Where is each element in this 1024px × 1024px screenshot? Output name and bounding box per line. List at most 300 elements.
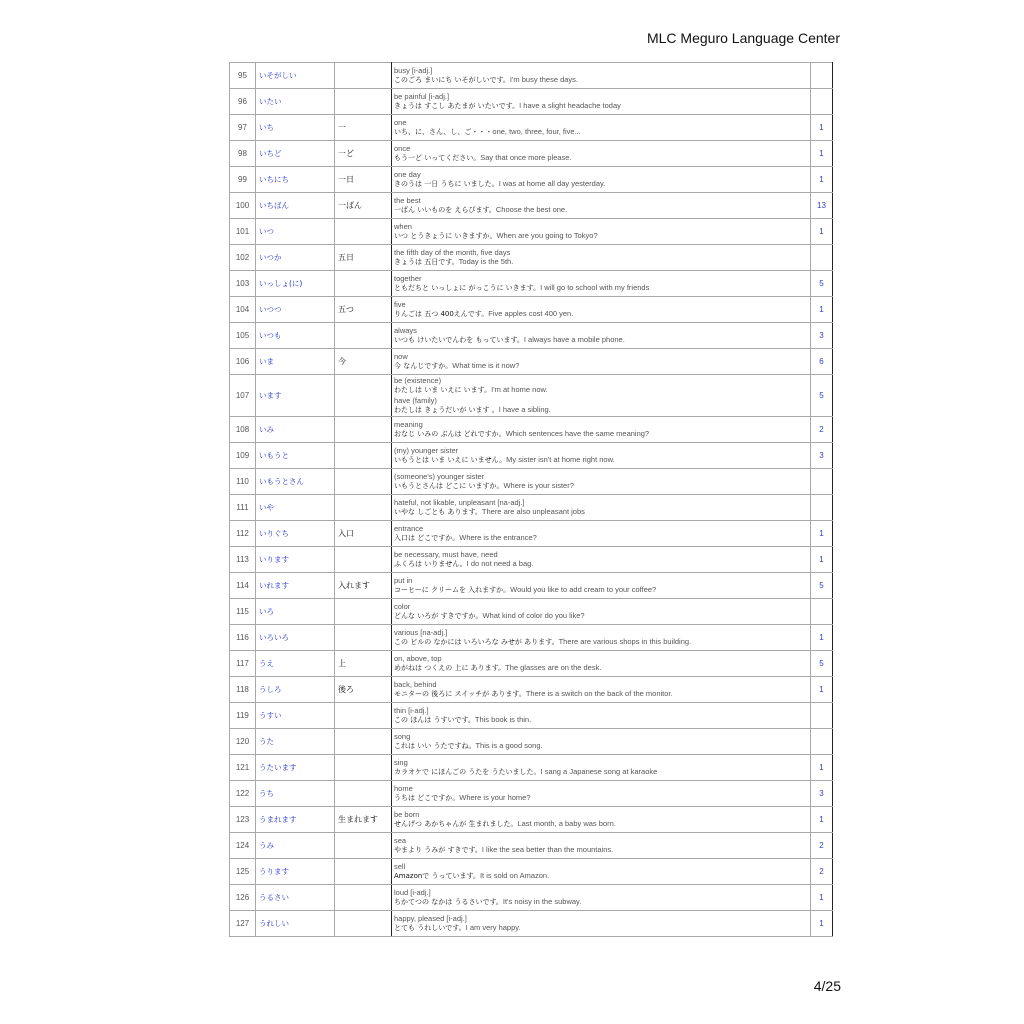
meaning-english: five bbox=[394, 299, 406, 309]
entry-meaning-example bbox=[392, 625, 811, 651]
entry-kanji: 上 bbox=[335, 651, 392, 677]
table-row bbox=[230, 375, 833, 417]
table-row bbox=[230, 625, 833, 651]
table-row bbox=[230, 63, 833, 89]
entry-kana: うります bbox=[256, 859, 335, 885]
entry-number: 124 bbox=[230, 833, 256, 859]
entry-number: 113 bbox=[230, 547, 256, 573]
entry-number: 96 bbox=[230, 89, 256, 115]
example-sentence bbox=[394, 767, 810, 778]
entry-meaning-example bbox=[392, 323, 811, 349]
entry-kanji: 五つ bbox=[335, 297, 392, 323]
entry-number: 100 bbox=[230, 193, 256, 219]
entry-kana: いろいろ bbox=[256, 625, 335, 651]
entry-number: 109 bbox=[230, 443, 256, 469]
table-row bbox=[230, 167, 833, 193]
meaning-text bbox=[394, 680, 810, 690]
entry-number: 105 bbox=[230, 323, 256, 349]
example-sentence bbox=[394, 637, 810, 648]
entry-kana: いたい bbox=[256, 89, 335, 115]
meaning-text bbox=[394, 602, 810, 612]
entry-count: 1 bbox=[811, 167, 833, 193]
table-row bbox=[230, 297, 833, 323]
meaning-text bbox=[394, 196, 810, 206]
entry-number: 102 bbox=[230, 245, 256, 271]
meaning-text bbox=[394, 784, 810, 794]
example-sentence bbox=[394, 429, 810, 440]
example-english: There are various shops in this building. bbox=[558, 637, 692, 646]
example-english: I have a sibling. bbox=[498, 405, 551, 414]
table-row bbox=[230, 141, 833, 167]
entry-meaning-example bbox=[392, 375, 811, 417]
entry-count: 1 bbox=[811, 677, 833, 703]
entry-kanji: 五日 bbox=[335, 245, 392, 271]
entry-kana: うみ bbox=[256, 833, 335, 859]
table-row bbox=[230, 323, 833, 349]
example-japanese: ふくろは いりません。 bbox=[394, 560, 467, 568]
table-row bbox=[230, 911, 833, 937]
entry-count: 1 bbox=[811, 625, 833, 651]
example-japanese: ともだちと いっしょに がっこうに いきます。 bbox=[394, 284, 541, 292]
example-english: I have a slight headache today bbox=[519, 101, 621, 110]
meaning-english: be born bbox=[394, 809, 420, 819]
entry-count: 1 bbox=[811, 885, 833, 911]
entry-kana: うしろ bbox=[256, 677, 335, 703]
example-japanese: めがねは つくえの 上に あります。 bbox=[394, 664, 506, 672]
entry-count: 1 bbox=[811, 521, 833, 547]
example-sentence bbox=[394, 585, 810, 596]
example-sentence bbox=[394, 897, 810, 908]
entry-count: 1 bbox=[811, 755, 833, 781]
entry-meaning-example bbox=[392, 651, 811, 677]
example-sentence bbox=[394, 455, 810, 466]
table-row bbox=[230, 599, 833, 625]
entry-kanji bbox=[335, 547, 392, 573]
entry-meaning-example bbox=[392, 443, 811, 469]
entry-kanji bbox=[335, 417, 392, 443]
entry-number: 108 bbox=[230, 417, 256, 443]
example-english: Choose the best one. bbox=[495, 205, 568, 214]
entry-kana: います bbox=[256, 375, 335, 417]
entry-kana: いもうとさん bbox=[256, 469, 335, 495]
entry-kana: うえ bbox=[256, 651, 335, 677]
table-row bbox=[230, 89, 833, 115]
entry-kana: いちど bbox=[256, 141, 335, 167]
entry-number: 119 bbox=[230, 703, 256, 729]
entry-count bbox=[811, 245, 833, 271]
entry-kana: いっしょ(に) bbox=[256, 271, 335, 297]
entry-meaning-example bbox=[392, 547, 811, 573]
entry-kana: いつも bbox=[256, 323, 335, 349]
entry-meaning-example bbox=[392, 417, 811, 443]
example-japanese: この ビルの なかには いろいろな みせが あります。 bbox=[394, 638, 559, 646]
entry-kanji bbox=[335, 89, 392, 115]
example-english: It's noisy in the subway. bbox=[502, 897, 582, 906]
meaning-text bbox=[394, 498, 810, 508]
meaning-english: be (existence) bbox=[394, 375, 442, 385]
meaning-text bbox=[394, 274, 810, 284]
entry-kanji: 入口 bbox=[335, 521, 392, 547]
entry-kanji bbox=[335, 625, 392, 651]
entry-number: 127 bbox=[230, 911, 256, 937]
entry-kana: いそがしい bbox=[256, 63, 335, 89]
meaning-english: (someone's) younger sister bbox=[394, 471, 485, 481]
entry-kanji: 一ばん bbox=[335, 193, 392, 219]
example-english: Today is the 5th. bbox=[458, 257, 514, 266]
entry-kana: うたいます bbox=[256, 755, 335, 781]
entry-kanji bbox=[335, 469, 392, 495]
entry-meaning-example bbox=[392, 297, 811, 323]
meaning-text bbox=[394, 222, 810, 232]
entry-kanji bbox=[335, 781, 392, 807]
example-english: Would you like to add cream to your coffee? bbox=[510, 585, 657, 594]
example-english: My sister isn't at home right now. bbox=[506, 455, 615, 464]
meaning-text bbox=[394, 170, 810, 180]
example-english: Last month, a baby was born. bbox=[517, 819, 616, 828]
entry-kana: いや bbox=[256, 495, 335, 521]
entry-kanji bbox=[335, 323, 392, 349]
meaning-text bbox=[394, 836, 810, 846]
entry-number: 99 bbox=[230, 167, 256, 193]
example-english: What time is it now? bbox=[452, 361, 520, 370]
entry-kanji bbox=[335, 755, 392, 781]
example-sentence bbox=[394, 153, 810, 164]
entry-count: 13 bbox=[811, 193, 833, 219]
entry-kanji bbox=[335, 859, 392, 885]
meaning-text bbox=[394, 862, 810, 872]
meaning-text bbox=[394, 420, 810, 430]
entry-count bbox=[811, 729, 833, 755]
entry-meaning-example bbox=[392, 115, 811, 141]
table-row bbox=[230, 349, 833, 375]
meaning-english: always bbox=[394, 325, 417, 335]
entry-meaning-example bbox=[392, 89, 811, 115]
entry-kanji: 今 bbox=[335, 349, 392, 375]
meaning-text bbox=[394, 810, 810, 820]
meaning-text bbox=[394, 576, 810, 586]
entry-count: 3 bbox=[811, 781, 833, 807]
entry-number: 104 bbox=[230, 297, 256, 323]
example-english: This is a good song. bbox=[475, 741, 543, 750]
example-sentence bbox=[394, 405, 810, 416]
meaning-text bbox=[394, 144, 810, 154]
meaning-english: meaning bbox=[394, 419, 423, 429]
entry-number: 106 bbox=[230, 349, 256, 375]
example-sentence bbox=[394, 559, 810, 570]
meaning-english: the best bbox=[394, 195, 421, 205]
example-japanese: モニターの 後ろに スイッチが あります。 bbox=[394, 690, 526, 698]
meaning-english: be painful [i-adj.] bbox=[394, 91, 450, 101]
meaning-english: one bbox=[394, 117, 407, 127]
table-row bbox=[230, 833, 833, 859]
meaning-text bbox=[394, 326, 810, 336]
entry-number: 95 bbox=[230, 63, 256, 89]
example-japanese: わたしは きょうだいが います 。 bbox=[394, 406, 499, 414]
table-row bbox=[230, 729, 833, 755]
entry-number: 120 bbox=[230, 729, 256, 755]
entry-meaning-example bbox=[392, 63, 811, 89]
meaning-english: happy, pleased [i-adj.] bbox=[394, 913, 467, 923]
meaning-english: have (family) bbox=[394, 395, 437, 405]
entry-count bbox=[811, 63, 833, 89]
example-japanese: うちは どこですか。 bbox=[394, 794, 460, 802]
example-japanese: わたしは いま いえに います。 bbox=[394, 386, 492, 394]
meaning-text bbox=[394, 66, 810, 76]
entry-number: 125 bbox=[230, 859, 256, 885]
example-english: I'm busy these days. bbox=[509, 75, 579, 84]
example-english: I was at home all day yesterday. bbox=[498, 179, 606, 188]
example-sentence bbox=[394, 101, 810, 112]
example-english: It is sold on Amazon. bbox=[479, 871, 550, 880]
entry-number: 101 bbox=[230, 219, 256, 245]
entry-kanji bbox=[335, 219, 392, 245]
example-english: I do not need a bag. bbox=[466, 559, 534, 568]
entry-meaning-example bbox=[392, 599, 811, 625]
table-row bbox=[230, 219, 833, 245]
meaning-english: home bbox=[394, 783, 413, 793]
table-row bbox=[230, 807, 833, 833]
example-sentence bbox=[394, 205, 810, 216]
entry-kana: いれます bbox=[256, 573, 335, 599]
example-english: Where is your home? bbox=[459, 793, 531, 802]
entry-number: 98 bbox=[230, 141, 256, 167]
meaning-english: one day bbox=[394, 169, 421, 179]
entry-kanji bbox=[335, 63, 392, 89]
entry-count: 5 bbox=[811, 375, 833, 417]
entry-meaning-example bbox=[392, 885, 811, 911]
example-english: Say that once more please. bbox=[480, 153, 572, 162]
entry-count: 1 bbox=[811, 297, 833, 323]
entry-kanji bbox=[335, 833, 392, 859]
meaning-text bbox=[394, 472, 810, 482]
example-english: I like the sea better than the mountains. bbox=[481, 845, 614, 854]
meaning-text bbox=[394, 524, 810, 534]
example-japanese: いやな しごとも あります。 bbox=[394, 508, 482, 516]
entry-kanji: 生まれます bbox=[335, 807, 392, 833]
example-sentence bbox=[394, 231, 810, 242]
meaning-text bbox=[394, 732, 810, 742]
meaning-english: be necessary, must have, need bbox=[394, 549, 498, 559]
example-japanese: おなじ いみの ぶんは どれですか。 bbox=[394, 430, 506, 438]
entry-number: 107 bbox=[230, 375, 256, 417]
entry-kana: いろ bbox=[256, 599, 335, 625]
meaning-english: color bbox=[394, 601, 411, 611]
entry-count bbox=[811, 469, 833, 495]
entry-count: 1 bbox=[811, 141, 833, 167]
table-row bbox=[230, 677, 833, 703]
example-japanese: きょうは 五日です。 bbox=[394, 258, 459, 266]
example-english: Where is the entrance? bbox=[459, 533, 537, 542]
page-number: 4/25 bbox=[813, 978, 841, 994]
table-row bbox=[230, 703, 833, 729]
meaning-text bbox=[394, 628, 810, 638]
table-row bbox=[230, 859, 833, 885]
entry-kana: いちにち bbox=[256, 167, 335, 193]
meaning-english: busy [i-adj.] bbox=[394, 65, 433, 75]
entry-number: 103 bbox=[230, 271, 256, 297]
table-row bbox=[230, 271, 833, 297]
example-english: Five apples cost 400 yen. bbox=[488, 309, 574, 318]
example-japanese: 入口は どこですか。 bbox=[394, 534, 460, 542]
entry-meaning-example bbox=[392, 677, 811, 703]
example-japanese: これは いい うたですね。 bbox=[394, 742, 476, 750]
entry-meaning-example bbox=[392, 859, 811, 885]
entry-count: 5 bbox=[811, 271, 833, 297]
meaning-english: back, behind bbox=[394, 679, 437, 689]
example-english: Which sentences have the same meaning? bbox=[505, 429, 650, 438]
example-sentence bbox=[394, 507, 810, 518]
entry-count bbox=[811, 703, 833, 729]
example-sentence bbox=[394, 533, 810, 544]
meaning-english: thin [i-adj.] bbox=[394, 705, 429, 715]
example-sentence bbox=[394, 335, 810, 346]
meaning-text bbox=[394, 396, 810, 406]
table-row bbox=[230, 651, 833, 677]
entry-number: 116 bbox=[230, 625, 256, 651]
meaning-text bbox=[394, 654, 810, 664]
entry-kanji bbox=[335, 271, 392, 297]
meaning-english: now bbox=[394, 351, 408, 361]
meaning-english: (my) younger sister bbox=[394, 445, 459, 455]
entry-number: 114 bbox=[230, 573, 256, 599]
entry-number: 111 bbox=[230, 495, 256, 521]
entry-meaning-example bbox=[392, 807, 811, 833]
entry-kana: いみ bbox=[256, 417, 335, 443]
example-english: This book is thin. bbox=[474, 715, 532, 724]
entry-kanji: 一 bbox=[335, 115, 392, 141]
entry-meaning-example bbox=[392, 245, 811, 271]
entry-meaning-example bbox=[392, 755, 811, 781]
entry-count: 6 bbox=[811, 349, 833, 375]
example-japanese: いち、に、さん、し、ご・・・ bbox=[394, 128, 493, 136]
example-japanese: もう一ど いってください。 bbox=[394, 154, 481, 162]
entry-meaning-example bbox=[392, 729, 811, 755]
example-japanese: きのうは 一日 うちに いました。 bbox=[394, 180, 499, 188]
document-header: MLC Meguro Language Center bbox=[646, 30, 840, 46]
entry-kana: うた bbox=[256, 729, 335, 755]
example-japanese: ちかてつの なかは うるさいです。 bbox=[394, 898, 503, 906]
meaning-text bbox=[394, 300, 810, 310]
table-row bbox=[230, 781, 833, 807]
entry-count: 1 bbox=[811, 807, 833, 833]
entry-kana: いもうと bbox=[256, 443, 335, 469]
example-japanese: カラオケで にほんごの うたを うたいました。 bbox=[394, 768, 541, 776]
vocabulary-table-body bbox=[230, 63, 833, 937]
table-row bbox=[230, 245, 833, 271]
example-sentence bbox=[394, 715, 810, 726]
example-english: When are you going to Tokyo? bbox=[496, 231, 598, 240]
example-sentence bbox=[394, 309, 810, 320]
example-japanese: 今 なんじですか。 bbox=[394, 362, 453, 370]
example-japanese: せんげつ あかちゃんが 生まれました。 bbox=[394, 820, 518, 828]
example-sentence bbox=[394, 819, 810, 830]
entry-kanji bbox=[335, 375, 392, 417]
entry-meaning-example bbox=[392, 833, 811, 859]
example-japanese: Amazonで うっています。 bbox=[394, 872, 480, 880]
entry-kanji bbox=[335, 599, 392, 625]
table-row bbox=[230, 547, 833, 573]
table-row bbox=[230, 443, 833, 469]
entry-kana: いつか bbox=[256, 245, 335, 271]
example-english: I sang a Japanese song at karaoke bbox=[540, 767, 658, 776]
meaning-english: loud [i-adj.] bbox=[394, 887, 431, 897]
example-japanese: いつも けいたいでんわを もっています。 bbox=[394, 336, 524, 344]
entry-meaning-example bbox=[392, 911, 811, 937]
example-english: I'm at home now. bbox=[491, 385, 548, 394]
entry-number: 118 bbox=[230, 677, 256, 703]
entry-count bbox=[811, 495, 833, 521]
meaning-text bbox=[394, 92, 810, 102]
meaning-text bbox=[394, 758, 810, 768]
example-sentence bbox=[394, 741, 810, 752]
meaning-english: sell bbox=[394, 861, 406, 871]
meaning-text bbox=[394, 352, 810, 362]
example-japanese: この ほんは うすいです。 bbox=[394, 716, 475, 724]
entry-meaning-example bbox=[392, 193, 811, 219]
table-row bbox=[230, 469, 833, 495]
entry-meaning-example bbox=[392, 349, 811, 375]
entry-kana: うまれます bbox=[256, 807, 335, 833]
entry-kanji bbox=[335, 885, 392, 911]
example-english: I am very happy. bbox=[465, 923, 521, 932]
example-sentence bbox=[394, 361, 810, 372]
example-japanese: コーヒーに クリームを 入れますか。 bbox=[394, 586, 511, 594]
example-sentence bbox=[394, 179, 810, 190]
entry-kanji: 入れます bbox=[335, 573, 392, 599]
entry-kana: うすい bbox=[256, 703, 335, 729]
entry-count bbox=[811, 599, 833, 625]
entry-kanji: 後ろ bbox=[335, 677, 392, 703]
example-sentence bbox=[394, 845, 810, 856]
entry-number: 115 bbox=[230, 599, 256, 625]
entry-count: 2 bbox=[811, 859, 833, 885]
meaning-english: various [na-adj.] bbox=[394, 627, 448, 637]
example-japanese: いつ とうきょうに いきますか。 bbox=[394, 232, 497, 240]
meaning-text bbox=[394, 888, 810, 898]
entry-meaning-example bbox=[392, 703, 811, 729]
table-row bbox=[230, 193, 833, 219]
entry-count: 1 bbox=[811, 219, 833, 245]
entry-count: 1 bbox=[811, 115, 833, 141]
meaning-english: sea bbox=[394, 835, 407, 845]
entry-count: 5 bbox=[811, 573, 833, 599]
example-japanese: とても うれしいです。 bbox=[394, 924, 466, 932]
example-sentence bbox=[394, 283, 810, 294]
example-japanese: いもうとさんは どこに いますか。 bbox=[394, 482, 504, 490]
entry-kanji: 一ど bbox=[335, 141, 392, 167]
example-sentence bbox=[394, 611, 810, 622]
entry-meaning-example bbox=[392, 521, 811, 547]
example-english: There are also unpleasant jobs bbox=[481, 507, 585, 516]
entry-kana: いつつ bbox=[256, 297, 335, 323]
entry-kanji bbox=[335, 495, 392, 521]
meaning-text bbox=[394, 446, 810, 456]
entry-meaning-example bbox=[392, 271, 811, 297]
entry-meaning-example bbox=[392, 781, 811, 807]
entry-number: 122 bbox=[230, 781, 256, 807]
meaning-english: entrance bbox=[394, 523, 424, 533]
meaning-english: sing bbox=[394, 757, 408, 767]
table-row bbox=[230, 495, 833, 521]
table-row bbox=[230, 885, 833, 911]
entry-count: 1 bbox=[811, 911, 833, 937]
example-english: Where is your sister? bbox=[503, 481, 574, 490]
entry-number: 97 bbox=[230, 115, 256, 141]
entry-meaning-example bbox=[392, 495, 811, 521]
entry-number: 110 bbox=[230, 469, 256, 495]
meaning-english: on, above, top bbox=[394, 653, 442, 663]
example-japanese: きょうは すこし あたまが いたいです。 bbox=[394, 102, 520, 110]
